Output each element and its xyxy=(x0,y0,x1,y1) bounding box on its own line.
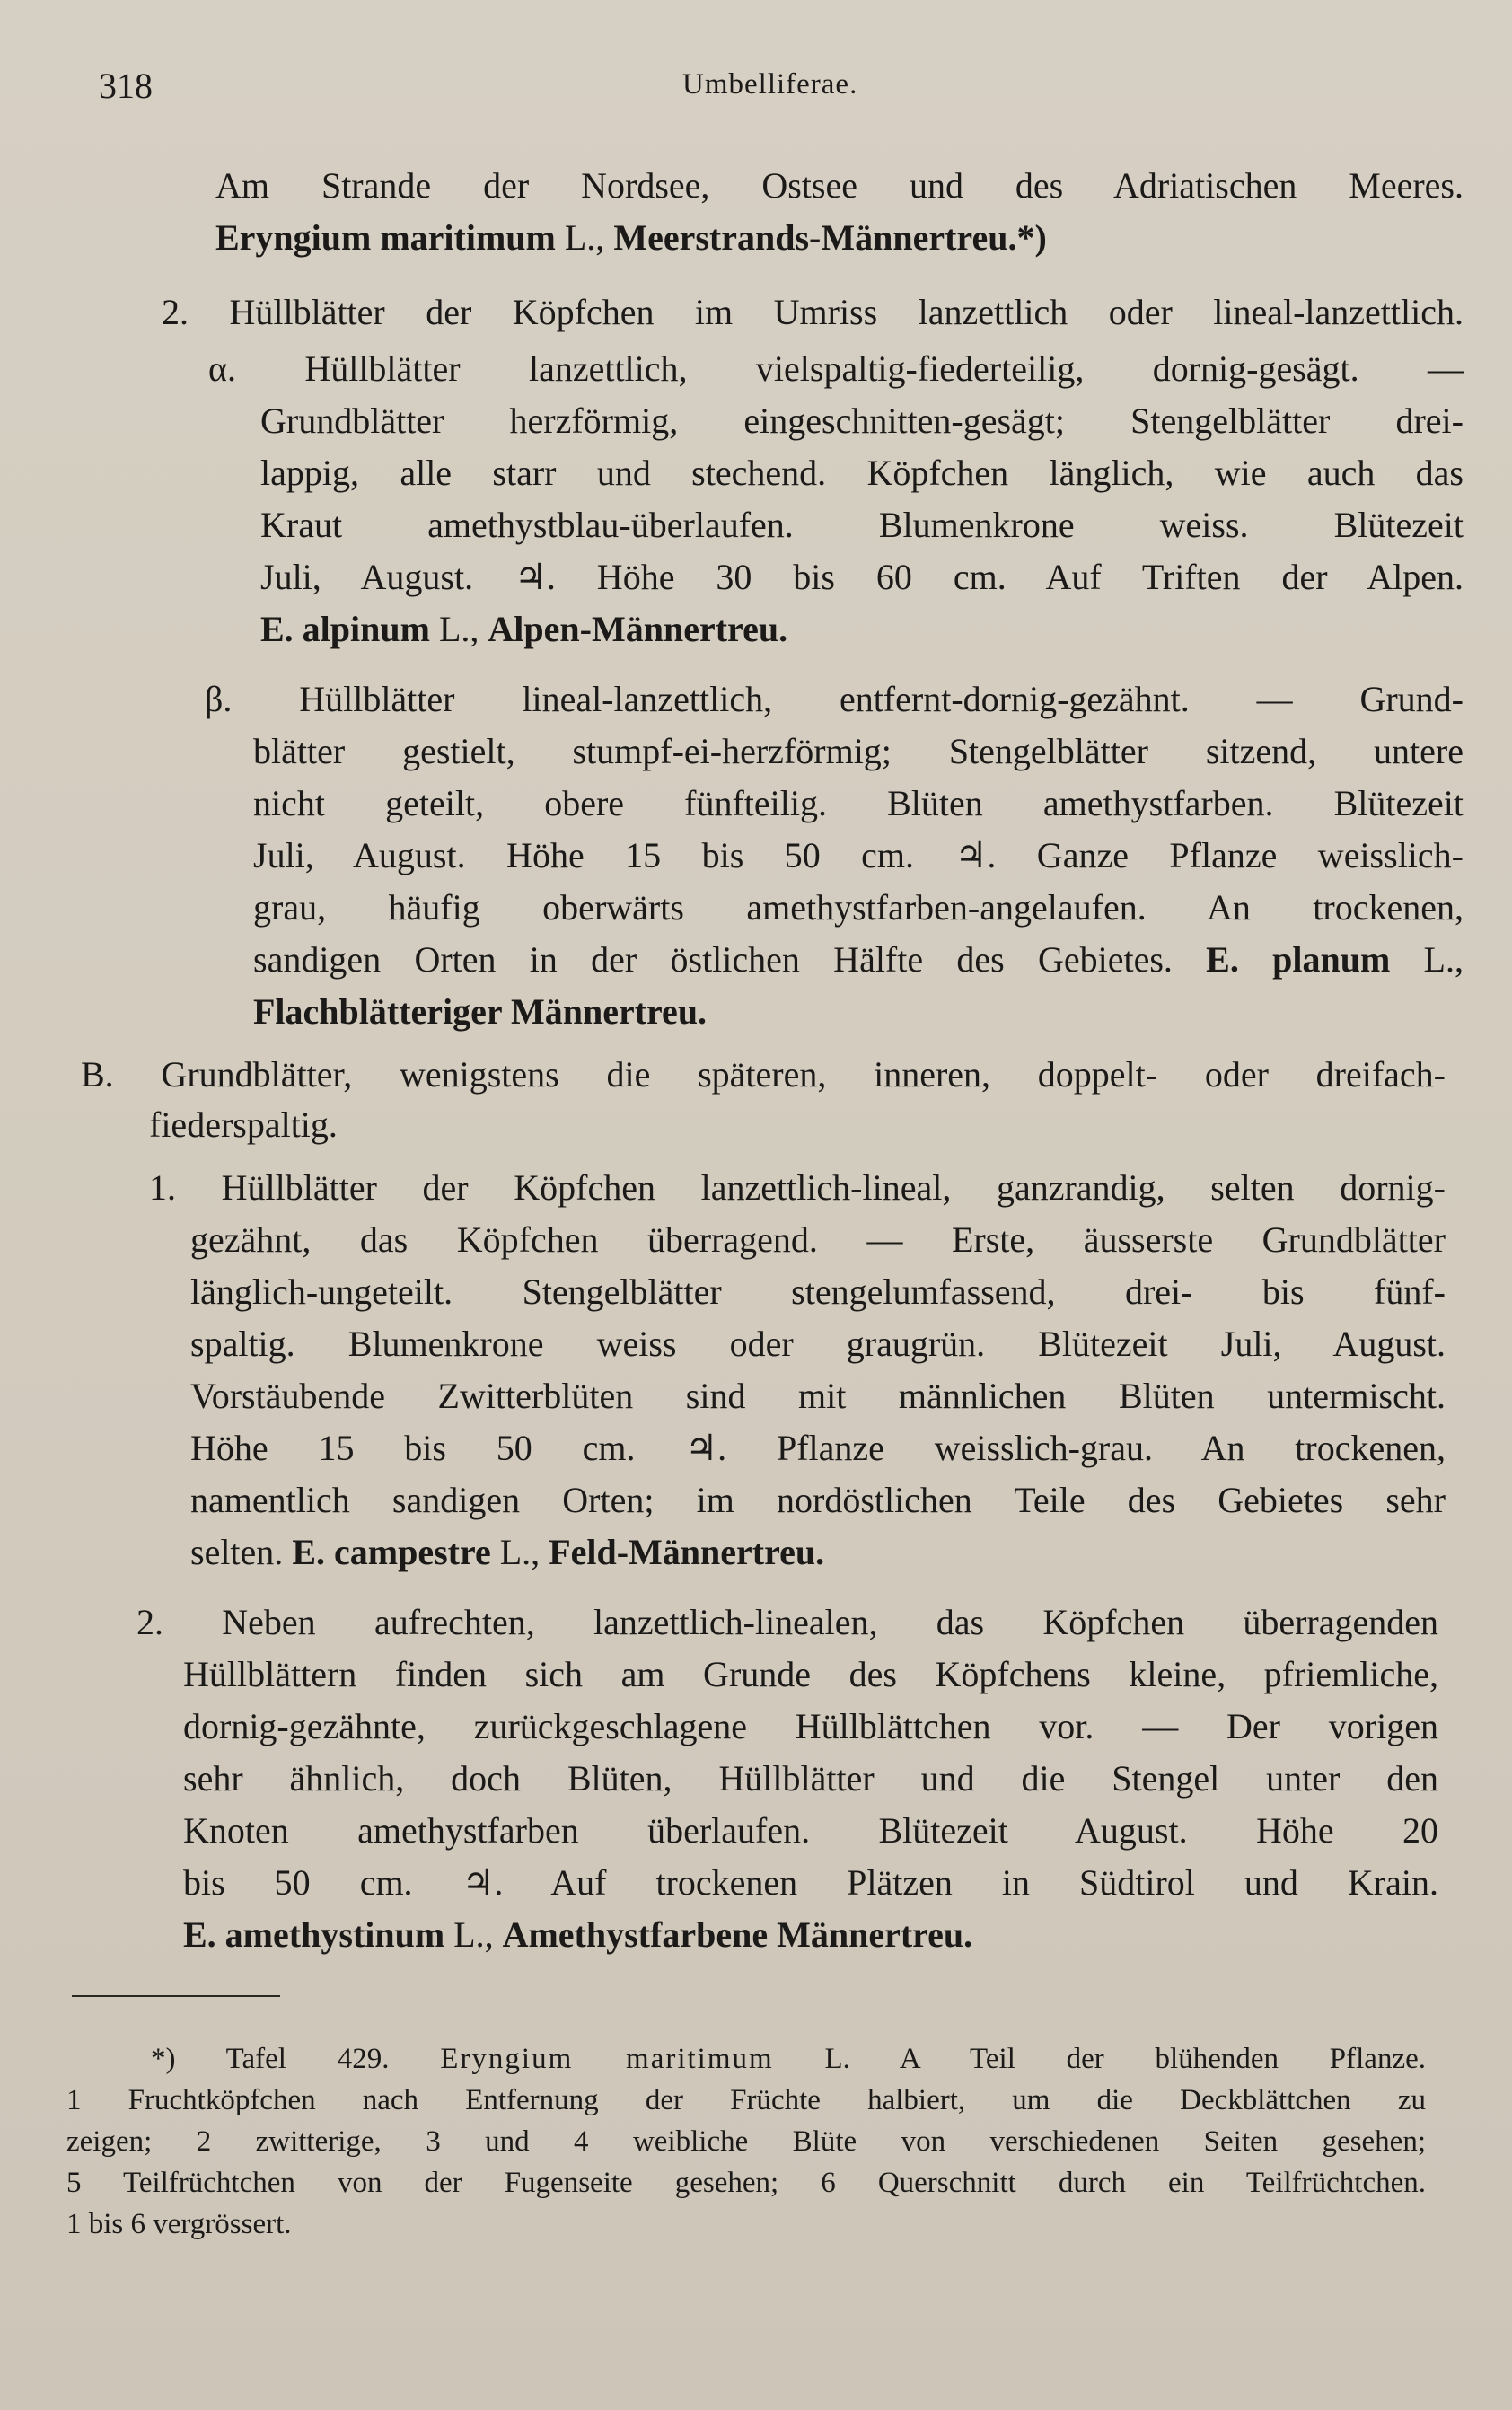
key-item-alpha: α. Hüllblätter lanzettlich, vielspaltig-fiederteilig, dornig-gesägt. — xyxy=(208,348,1464,389)
text-span: selten. xyxy=(190,1532,293,1572)
text-line: länglich-ungeteilt. Stengelblätter stengelumfassend, drei- bis fünf- xyxy=(190,1271,1446,1312)
text-span: L. A Teil der blühenden Pflanze. xyxy=(773,2043,1427,2075)
common-name: Alpen-Männertreu. xyxy=(488,609,788,649)
author-abbr: L., xyxy=(555,217,614,258)
key-item-2: 2. Hüllblätter der Köpfchen im Umriss lanzettlich oder lineal-lanzettlich. xyxy=(162,292,1464,332)
common-name: Amethystfarbene Männertreu. xyxy=(502,1914,973,1955)
text-line: nicht geteilt, obere fünfteilig. Blüten amethystfarben. Blütezeit xyxy=(253,783,1464,823)
latin-name: E. campestre xyxy=(292,1532,491,1572)
author-abbr: L., xyxy=(1390,939,1464,980)
footnote-rule xyxy=(72,1995,280,1997)
common-name: Flachblätteriger Männertreu. xyxy=(253,991,708,1032)
key-item-beta: β. Hüllblätter lineal-lanzettlich, entfernt-dornig-gezähnt. — Grund- xyxy=(205,679,1464,719)
common-name: Meerstrands-Männertreu.*) xyxy=(613,217,1047,258)
text-line: Grundblätter herzförmig, eingeschnitten-gesägt; Stengelblätter drei- xyxy=(260,400,1464,441)
author-abbr: L., xyxy=(444,1914,503,1955)
footnote-line xyxy=(151,2038,1426,2080)
text-line: grau, häufig oberwärts amethystfarben-angelaufen. An trockenen, xyxy=(253,887,1464,928)
text-line: spaltig. Blumenkrone weiss oder graugrün. Blütezeit Juli, August. xyxy=(190,1324,1446,1364)
text-line: lappig, alle starr und stechend. Köpfchen länglich, wie auch das xyxy=(260,453,1464,493)
text-line: sehr ähnlich, doch Blüten, Hüllblätter und die Stengel unter den xyxy=(183,1758,1438,1799)
author-abbr: L., xyxy=(429,609,488,649)
species-line xyxy=(183,1909,972,1961)
author-abbr: L., xyxy=(490,1532,549,1572)
latin-name: E. planum xyxy=(1206,939,1391,980)
running-title: Umbelliferae. xyxy=(682,68,858,101)
text-line: gezähnt, das Köpfchen überragend. — Erste, äusserste Grundblätter xyxy=(190,1219,1446,1260)
footnote-marker: *) Tafel 429. xyxy=(151,2043,441,2075)
page-header xyxy=(99,65,1458,110)
footnote-line: 1 Fruchtköpfchen nach Entfernung der Früchte halbiert, um die Deckblättchen zu xyxy=(66,2084,1426,2116)
footnote-line: 5 Teilfrüchtchen von der Fugenseite gesehen; 6 Querschnitt durch ein Teilfrüchtchen. xyxy=(66,2167,1426,2199)
text-line: Juli, August. ♃. Höhe 30 bis 60 cm. Auf Triften der Alpen. xyxy=(260,557,1464,597)
text-line: Am Strande der Nordsee, Ostsee und des Adriatischen Meeres. xyxy=(215,165,1464,206)
text-line: Kraut amethystblau-überlaufen. Blumenkrone weiss. Blütezeit xyxy=(260,505,1464,545)
latin-name: Eryngium maritimum xyxy=(440,2043,774,2075)
species-line xyxy=(260,603,787,655)
latin-name: Eryngium maritimum xyxy=(215,217,556,258)
common-name: Feld-Männertreu. xyxy=(549,1532,825,1572)
key-item-2: 2. Neben aufrechten, lanzettlich-linealen, das Köpfchen überragenden xyxy=(136,1602,1438,1642)
text-line: dornig-gezähnte, zurückgeschlagene Hüllblättchen vor. — Der vorigen xyxy=(183,1706,1438,1746)
latin-name: E. amethystinum xyxy=(183,1914,445,1955)
key-item-B: B. Grundblätter, wenigstens die späteren, inneren, doppelt- oder dreifach- xyxy=(81,1054,1446,1095)
text-line: Hüllblättern finden sich am Grunde des Köpfchens kleine, pfriemliche, xyxy=(183,1654,1438,1694)
text-span: sandigen Orten in der östlichen Hälfte des Gebietes. xyxy=(253,939,1207,980)
footnote-line: zeigen; 2 zwitterige, 3 und 4 weibliche Blüte von verschiedenen Seiten gesehen; xyxy=(66,2125,1426,2158)
text-line: bis 50 cm. ♃. Auf trockenen Plätzen in Südtirol und Krain. xyxy=(183,1862,1438,1903)
text-line: Höhe 15 bis 50 cm. ♃. Pflanze weisslich-grau. An trockenen, xyxy=(190,1428,1446,1468)
text-line: blätter gestielt, stumpf-ei-herzförmig; Stengelblätter sitzend, untere xyxy=(253,731,1464,771)
text-line: fiederspaltig. xyxy=(149,1104,338,1145)
species-line xyxy=(215,212,1047,264)
text-line: Knoten amethystfarben überlaufen. Blütezeit August. Höhe 20 xyxy=(183,1810,1438,1851)
text-line: Vorstäubende Zwitterblüten sind mit männlichen Blüten untermischt. xyxy=(190,1376,1446,1416)
text-line: Juli, August. Höhe 15 bis 50 cm. ♃. Ganze Pflanze weisslich- xyxy=(253,835,1464,875)
page-number: 318 xyxy=(99,66,153,106)
text-line: namentlich sandigen Orten; im nordöstlichen Teile des Gebietes sehr xyxy=(190,1480,1446,1520)
key-item-1: 1. Hüllblätter der Köpfchen lanzettlich-lineal, ganzrandig, selten dornig- xyxy=(149,1167,1446,1208)
species-line xyxy=(190,1526,824,1579)
species-line xyxy=(253,934,1464,986)
latin-name: E. alpinum xyxy=(260,609,430,649)
footnote-line: 1 bis 6 vergrössert. xyxy=(66,2208,292,2240)
